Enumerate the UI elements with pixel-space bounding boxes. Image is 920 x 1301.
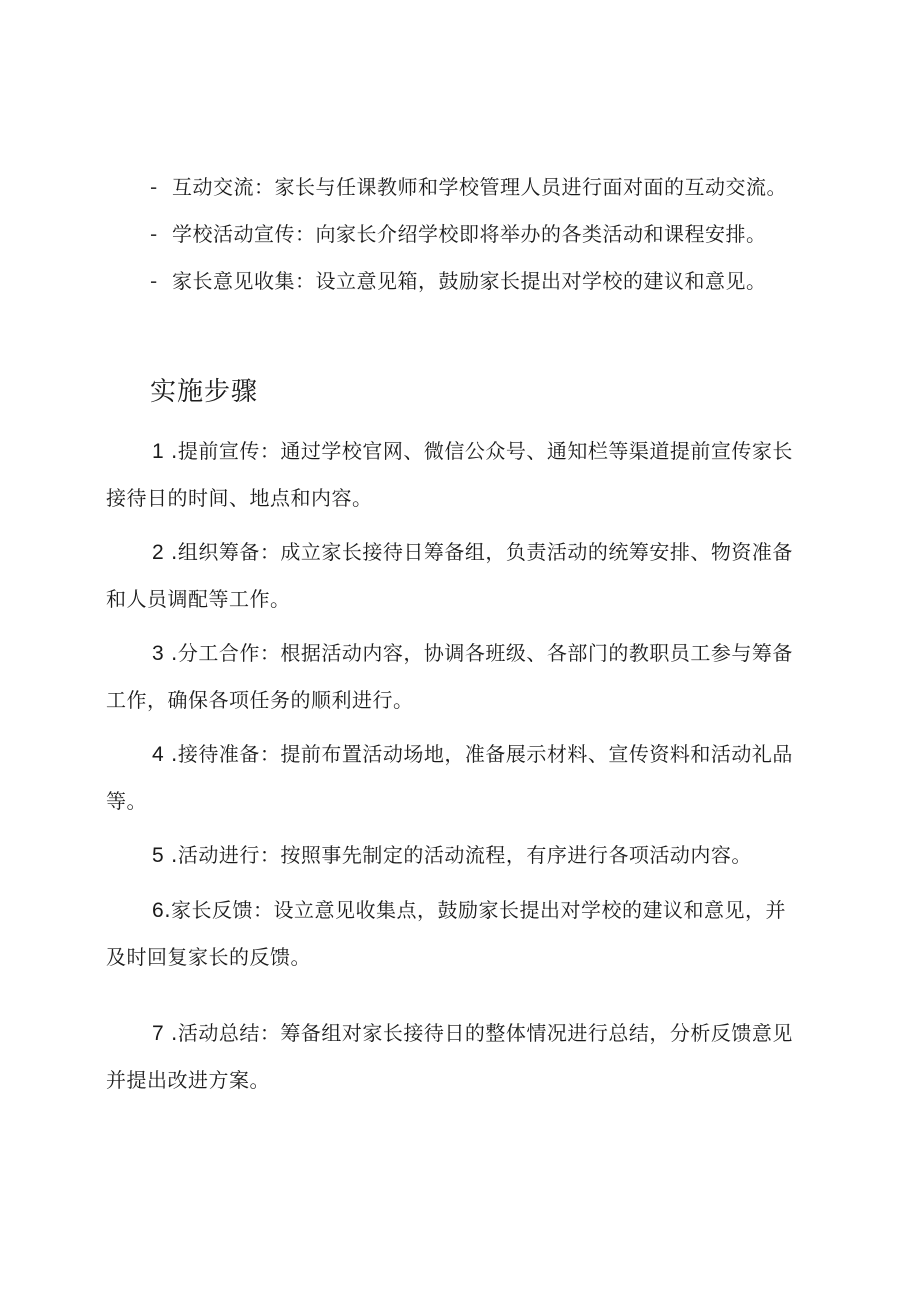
step-item	[106, 529, 806, 622]
step-separator: .	[164, 641, 178, 665]
step-text: 接待准备：提前布置活动场地，准备展示材料、宣传资料和活动礼品等。	[106, 742, 793, 813]
bullet-dash: -	[150, 269, 158, 293]
bullet-dash: -	[150, 222, 158, 246]
bullet-dash: -	[150, 175, 158, 199]
step-number: 6	[152, 899, 165, 922]
step-item	[106, 731, 806, 824]
bullet-item	[150, 266, 850, 296]
step-item	[106, 887, 806, 980]
bullet-text: 学校活动宣传：向家长介绍学校即将举办的各类活动和课程安排。	[172, 222, 767, 246]
section-title: 实施步骤	[150, 377, 259, 407]
step-text: 提前宣传：通过学校官网、微信公众号、通知栏等渠道提前宣传家长接待日的时间、地点和内容。	[106, 439, 793, 510]
step-separator: .	[164, 439, 178, 463]
step-text: 活动总结：筹备组对家长接待日的整体情况进行总结，分析反馈意见并提出改进方案。	[106, 1021, 793, 1092]
bullet-text: 互动交流：家长与任课教师和学校管理人员进行面对面的互动交流。	[172, 175, 787, 199]
step-item	[106, 428, 806, 521]
step-number: 3	[152, 642, 165, 665]
step-number: 2	[152, 541, 165, 564]
step-separator: .	[164, 540, 178, 564]
step-text: 组织筹备：成立家长接待日筹备组，负责活动的统筹安排、物资准备和人员调配等工作。	[106, 540, 793, 611]
step-separator: .	[164, 742, 178, 766]
step-text: 活动进行：按照事先制定的活动流程，有序进行各项活动内容。	[177, 843, 752, 867]
bullet-list	[150, 172, 850, 313]
step-text: 家长反馈：设立意见收集点，鼓励家长提出对学校的建议和意见，并及时回复家长的反馈。	[106, 898, 787, 969]
step-item	[106, 630, 806, 723]
step-item	[106, 1010, 806, 1103]
steps-list	[106, 428, 806, 1111]
step-separator: .	[164, 898, 172, 922]
bullet-item	[150, 172, 850, 202]
step-separator: .	[164, 1021, 178, 1045]
step-text: 分工合作：根据活动内容，协调各班级、各部门的教职员工参与筹备工作，确保各项任务的顺利进行。	[106, 641, 793, 712]
bullet-text: 家长意见收集：设立意见箱，鼓励家长提出对学校的建议和意见。	[172, 269, 767, 293]
step-number: 4	[152, 743, 165, 766]
step-number: 5	[152, 844, 165, 867]
step-number: 1	[152, 440, 165, 463]
step-number: 7	[152, 1022, 165, 1045]
step-item	[106, 832, 806, 879]
step-separator: .	[164, 843, 178, 867]
bullet-item	[150, 219, 850, 249]
